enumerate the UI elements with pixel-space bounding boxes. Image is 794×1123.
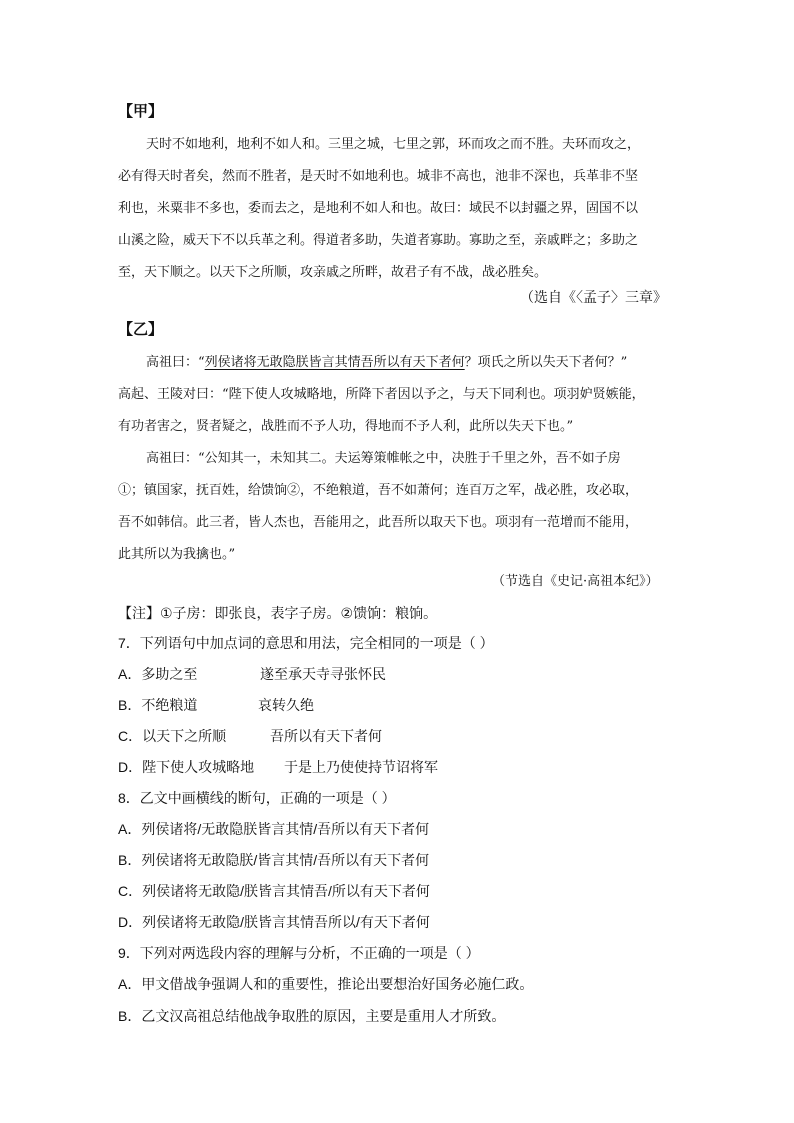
- option-compare-text: 遂至承天寺寻张怀民: [260, 666, 386, 682]
- text-line: 此其所以为我擒也。”: [118, 547, 236, 562]
- text-line: 有功者害之，贤者疑之，战胜而不予人功，得地而不予人利，此所以失天下也。”: [118, 419, 574, 434]
- text-line: ①；镇国家，抚百姓，给馈饷②，不绝粮道，吾不如萧何；连百万之军，战必胜，攻必取，: [118, 483, 639, 498]
- option-row[interactable]: [118, 729, 678, 743]
- text-line: 山溪之险，威天下不以兵革之利。得道者多助，失道者寡助。寡助之至，亲戚畔之；多助之: [118, 233, 639, 248]
- option-row[interactable]: [118, 667, 678, 681]
- section-heading-yi: 【乙】: [118, 320, 164, 338]
- option-row[interactable]: A．列侯诸将/无敢隐朕皆言其情/吾所以有天下者何: [118, 821, 430, 837]
- text-suffix: ？项氏之所以失天下者何？”: [464, 355, 628, 370]
- option-label: B．不绝粮道: [118, 697, 198, 713]
- question-stem: 8．乙文中画横线的断句，正确的一项是（ ）: [118, 790, 396, 806]
- text-line: 必有得天时者矣，然而不胜者，是天时不如地利也。城非不高也，池非不深也，兵革非不坚: [118, 169, 639, 184]
- annotation-note: 【注】①子房：即张良，表字子房。②馈饷：粮饷。: [118, 605, 438, 621]
- text-line: 天时不如地利，地利不如人和。三里之城，七里之郭，环而攻之而不胜。夫环而攻之，: [146, 137, 641, 152]
- option-row[interactable]: B．乙文汉高祖总结他战争取胜的原因，主要是重用人才所致。: [118, 1008, 506, 1024]
- text-line-with-underline: [146, 356, 627, 369]
- option-compare-text: 哀转久绝: [258, 697, 314, 713]
- text-line: 高起、王陵对曰：“陛下使人攻城略地，所降下者因以予之，与天下同利也。项羽妒贤嫉能，: [118, 387, 645, 402]
- option-row[interactable]: B．列侯诸将无敢隐朕/皆言其情/吾所以有天下者何: [118, 852, 430, 868]
- question-stem: 9．下列对两选段内容的理解与分析，不正确的一项是（ ）: [118, 945, 480, 961]
- option-label: C．以天下之所顺: [118, 728, 227, 744]
- text-line: 至，天下顺之。以天下之所顺，攻亲戚之所畔，故君子有不战，战必胜矣。: [118, 265, 548, 280]
- question-stem: 7．下列语句中加点词的意思和用法，完全相同的一项是（ ）: [118, 635, 494, 651]
- option-row[interactable]: C．列侯诸将无敢隐/朕皆言其情吾/所以有天下者何: [118, 883, 430, 899]
- option-row[interactable]: [118, 760, 678, 774]
- text-line: 高祖曰：“公知其一，未知其二。夫运筹策帷帐之中，决胜于千里之外，吾不如子房: [146, 451, 621, 466]
- underlined-sentence: 列侯诸将无敢隐朕皆言其情吾所以有天下者何: [204, 355, 465, 370]
- option-row[interactable]: [118, 698, 678, 712]
- option-row[interactable]: A．甲文借战争强调人和的重要性，推论出要想治好国务必施仁政。: [118, 976, 534, 992]
- option-compare-text: 吾所以有天下者何: [270, 728, 382, 744]
- option-label: A．多助之至: [118, 666, 198, 682]
- option-row[interactable]: D．列侯诸将无敢隐/朕皆言其情吾所以/有天下者何: [118, 914, 430, 930]
- text-line: 吾不如韩信。此三者，皆人杰也，吾能用之，此吾所以取天下也。项羽有一范增而不能用，: [118, 515, 639, 530]
- source-citation: （节选自《史记·高祖本纪》）: [492, 574, 659, 589]
- section-heading-jia: 【甲】: [118, 102, 164, 120]
- option-label: D．陛下使人攻城略地: [118, 759, 255, 775]
- source-citation: （选自《〈孟子〉三章》: [520, 290, 667, 306]
- text-prefix: 高祖曰：“: [146, 355, 205, 370]
- text-line: 利也，米粟非不多也，委而去之，是地利不如人和也。故曰：域民不以封疆之界，固国不以: [118, 201, 639, 216]
- option-compare-text: 于是上乃使使持节诏将军: [284, 759, 438, 775]
